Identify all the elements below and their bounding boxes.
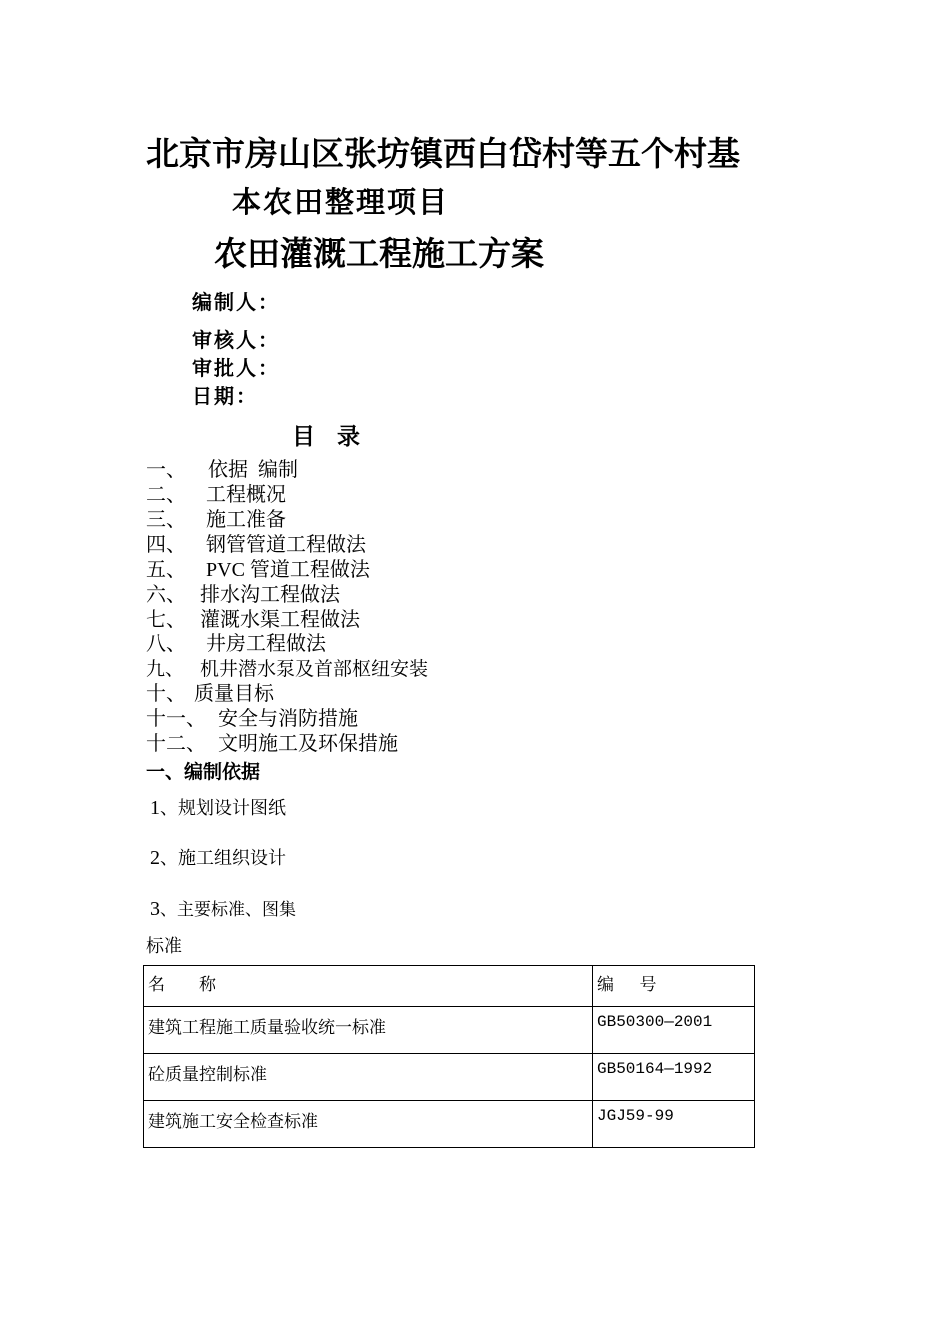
basis-item-text: 、主要标准、图集 [160,900,296,920]
approver-label: 审批人： [192,356,280,380]
toc-item [146,707,358,731]
toc-item [146,657,428,681]
basis-item [150,794,286,820]
basis-item [150,844,286,870]
standards-table [143,965,755,1148]
toc-item [146,458,298,482]
toc-item-text: 灌溉水渠工程做法 [200,609,360,631]
toc-item-text: 钢管管道工程做法 [206,534,366,556]
toc-item-number: 七、 [146,609,186,631]
toc-title-char-2: 录 [337,423,360,450]
standard-name: 建筑工程施工质量验收统一标准 [144,1007,593,1054]
toc-item-text: 排水沟工程做法 [200,584,340,606]
toc-item [146,483,286,507]
toc-item-number: 五、 [146,559,186,581]
basis-item-text: 、规划设计图纸 [160,798,286,819]
toc-item [146,583,340,607]
toc-item-number: 八、 [146,633,186,655]
toc-title [292,418,360,451]
basis-item [150,895,296,921]
toc-item-text: 工程概况 [206,484,286,506]
toc-item-number: 一、 [146,459,186,481]
compiler-label: 编制人： [192,290,280,314]
header-name: 名 称 [144,966,593,1007]
basis-item-number: 1 [150,797,160,819]
document-title-line-3: 农田灌溉工程施工方案 [214,234,544,273]
toc-item-number: 二、 [146,484,186,506]
standard-code: GB50300—2001 [593,1007,755,1054]
toc-item [146,732,398,756]
table-header-row [144,966,755,1007]
header-code: 编 号 [593,966,755,1007]
reviewer-label: 审核人： [192,328,280,352]
document-title-line-1: 北京市房山区张坊镇西白岱村等五个村基 [146,134,740,173]
toc-item-text: 井房工程做法 [206,633,326,655]
toc-item-number: 四、 [146,534,186,556]
basis-item-number: 2 [150,847,160,869]
toc-item [146,533,366,557]
table-row [144,1007,755,1054]
toc-item [146,632,326,656]
toc-item-text: PVC 管道工程做法 [206,559,370,581]
toc-item-text: 施工准备 [206,509,286,531]
toc-item-number: 十二、 [146,733,206,755]
section-heading: 一、编制依据 [146,761,261,783]
basis-item-number: 3 [150,898,160,920]
toc-item-number: 三、 [146,509,186,531]
basis-item-text: 、施工组织设计 [160,848,286,869]
document-title-line-2: 本农田整理项目 [232,185,450,219]
standard-code: JGJ59-99 [593,1101,755,1148]
standard-name: 建筑施工安全检查标准 [144,1101,593,1148]
toc-item [146,558,370,582]
toc-item [146,682,274,706]
standard-code: GB50164—1992 [593,1054,755,1101]
table-row [144,1054,755,1101]
standard-name: 砼质量控制标准 [144,1054,593,1101]
date-label: 日期： [192,384,258,408]
table-row [144,1101,755,1148]
toc-title-char-1: 目 [292,423,315,450]
toc-item-number: 十、 [146,683,186,705]
toc-item-number: 九、 [146,658,185,680]
toc-item [146,608,360,632]
toc-item-text: 文明施工及环保措施 [218,733,398,755]
toc-item [146,508,286,532]
toc-item-text: 安全与消防措施 [218,708,358,730]
standards-label: 标准 [146,936,182,956]
toc-item-text: 质量目标 [194,683,274,705]
toc-item-number: 六、 [146,584,186,606]
toc-item-text: 依据 编制 [208,459,298,481]
toc-item-text: 机井潜水泵及首部枢纽安装 [200,658,429,680]
toc-item-number: 十一、 [146,708,206,730]
